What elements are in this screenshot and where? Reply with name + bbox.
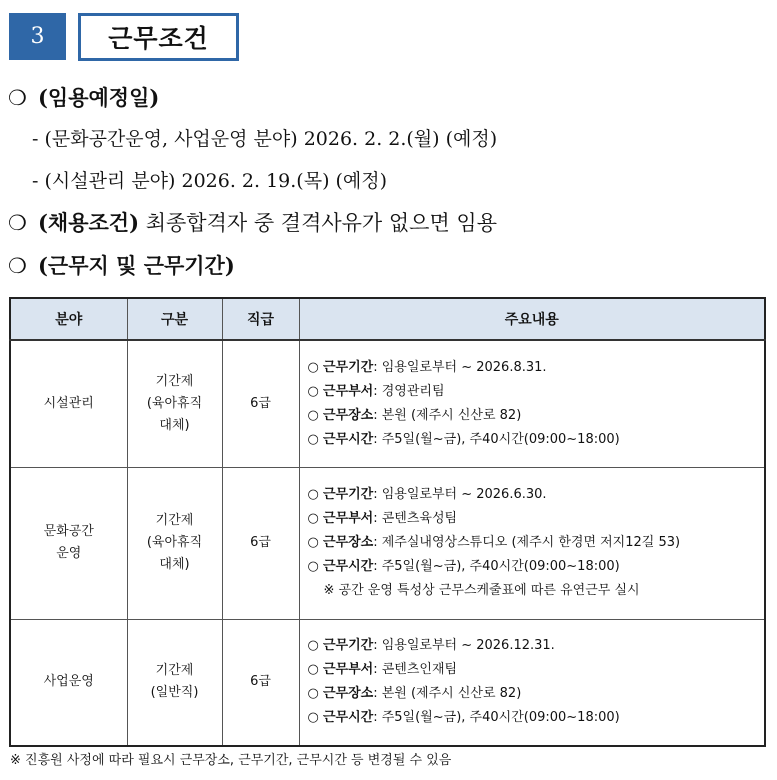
type-line: (육아휴직 [146,535,203,550]
detail-item: ○ 근무장소: 제주실내영상스튜디오 (제주시 한경면 저지12길 53) [307,535,681,550]
field-cell: 사업운영 [10,619,127,746]
field-line: 문화공간 [43,524,94,539]
grade-cell: 6급 [222,340,299,467]
type-line: (일반직) [150,685,199,701]
detail-item: ○ 근무부서: 경영관리팀 [307,383,445,399]
table-row [10,619,765,746]
hollow-circle-bullet-icon: ❍ [8,254,27,278]
field-line: 운영 [56,546,82,561]
appointment-line-1: - (문화공간운영, 사업운영 분야) 2026. 2. 2.(월) (예정) [32,128,498,150]
detail-item: ○ 근무시간: 주5일(월~금), 주40시간(09:00~18:00) [307,431,620,447]
type-line: 기간제 [155,373,194,389]
type-line: 기간제 [155,513,194,528]
table-row [10,340,765,467]
appointment-line-2: - (시설관리 분야) 2026. 2. 19.(목) (예정) [32,170,388,192]
header-field: 분야 [10,298,127,340]
hollow-circle-bullet-icon: ❍ [8,211,27,235]
work-conditions-table [9,297,766,747]
circle-bullet-icon: ○ [307,407,319,423]
type-cell [127,467,222,619]
detail-item: ○ 근무장소: 본원 (제주시 신산로 82) [307,407,522,423]
table-header-row [10,298,765,340]
detail-item: ○ 근무기간: 임용일로부터 ~ 2026.8.31. [307,359,547,375]
circle-bullet-icon: ○ [307,359,319,375]
section-title: 근무조건 [78,13,239,61]
appointment-heading: (임용예정일) [38,85,160,110]
details-cell [299,467,765,619]
details-cell [299,340,765,467]
circle-bullet-icon: ○ [307,535,319,550]
grade-cell: 6급 [222,467,299,619]
appointment-heading-line [8,82,159,112]
circle-bullet-icon: ○ [307,431,319,447]
type-cell [127,619,222,746]
detail-item: ○ 근무부서: 콘텐츠인재팀 [307,662,458,678]
type-line: (육아휴직 [146,395,203,411]
section-number: 3 [9,13,66,60]
circle-bullet-icon: ○ [307,710,319,726]
table-row [10,467,765,619]
detail-item: ○ 근무부서: 콘텐츠육성팀 [307,511,458,526]
detail-item: ○ 근무기간: 임용일로부터 ~ 2026.6.30. [307,487,547,502]
detail-item: ○ 근무시간: 주5일(월~금), 주40시간(09:00~18:00) [307,710,620,726]
flexible-work-note: ※ 공간 운영 특성상 근무스케줄표에 따른 유연근무 실시 [323,583,640,598]
circle-bullet-icon: ○ [307,383,319,399]
field-cell: 시설관리 [10,340,127,467]
type-line: 기간제 [155,663,194,679]
header-type: 구분 [127,298,222,340]
circle-bullet-icon: ○ [307,638,319,654]
footnote: ※ 진흥원 사정에 따라 필요시 근무장소, 근무기간, 근무시간 등 변경될 수 있음 [10,753,452,768]
workplace-heading: (근무지 및 근무기간) [38,253,235,278]
circle-bullet-icon: ○ [307,686,319,702]
condition-text: 최종합격자 중 결격사유가 없으면 임용 [145,211,497,235]
condition-line [8,207,497,237]
circle-bullet-icon: ○ [307,559,319,574]
condition-heading: (채용조건) [38,210,140,235]
hollow-circle-bullet-icon: ❍ [8,86,27,110]
grade-cell: 6급 [222,619,299,746]
circle-bullet-icon: ○ [307,511,319,526]
type-line: 대체) [159,417,190,433]
detail-item: ○ 근무장소: 본원 (제주시 신산로 82) [307,686,522,702]
header-details: 주요내용 [299,298,765,340]
details-cell [299,619,765,746]
detail-item: ○ 근무시간: 주5일(월~금), 주40시간(09:00~18:00) [307,559,620,574]
type-line: 대체) [159,557,190,572]
workplace-heading-line [8,250,235,280]
circle-bullet-icon: ○ [307,662,319,678]
circle-bullet-icon: ○ [307,487,319,502]
type-cell [127,340,222,467]
field-cell [10,467,127,619]
header-grade: 직급 [222,298,299,340]
detail-item: ○ 근무기간: 임용일로부터 ~ 2026.12.31. [307,638,555,654]
